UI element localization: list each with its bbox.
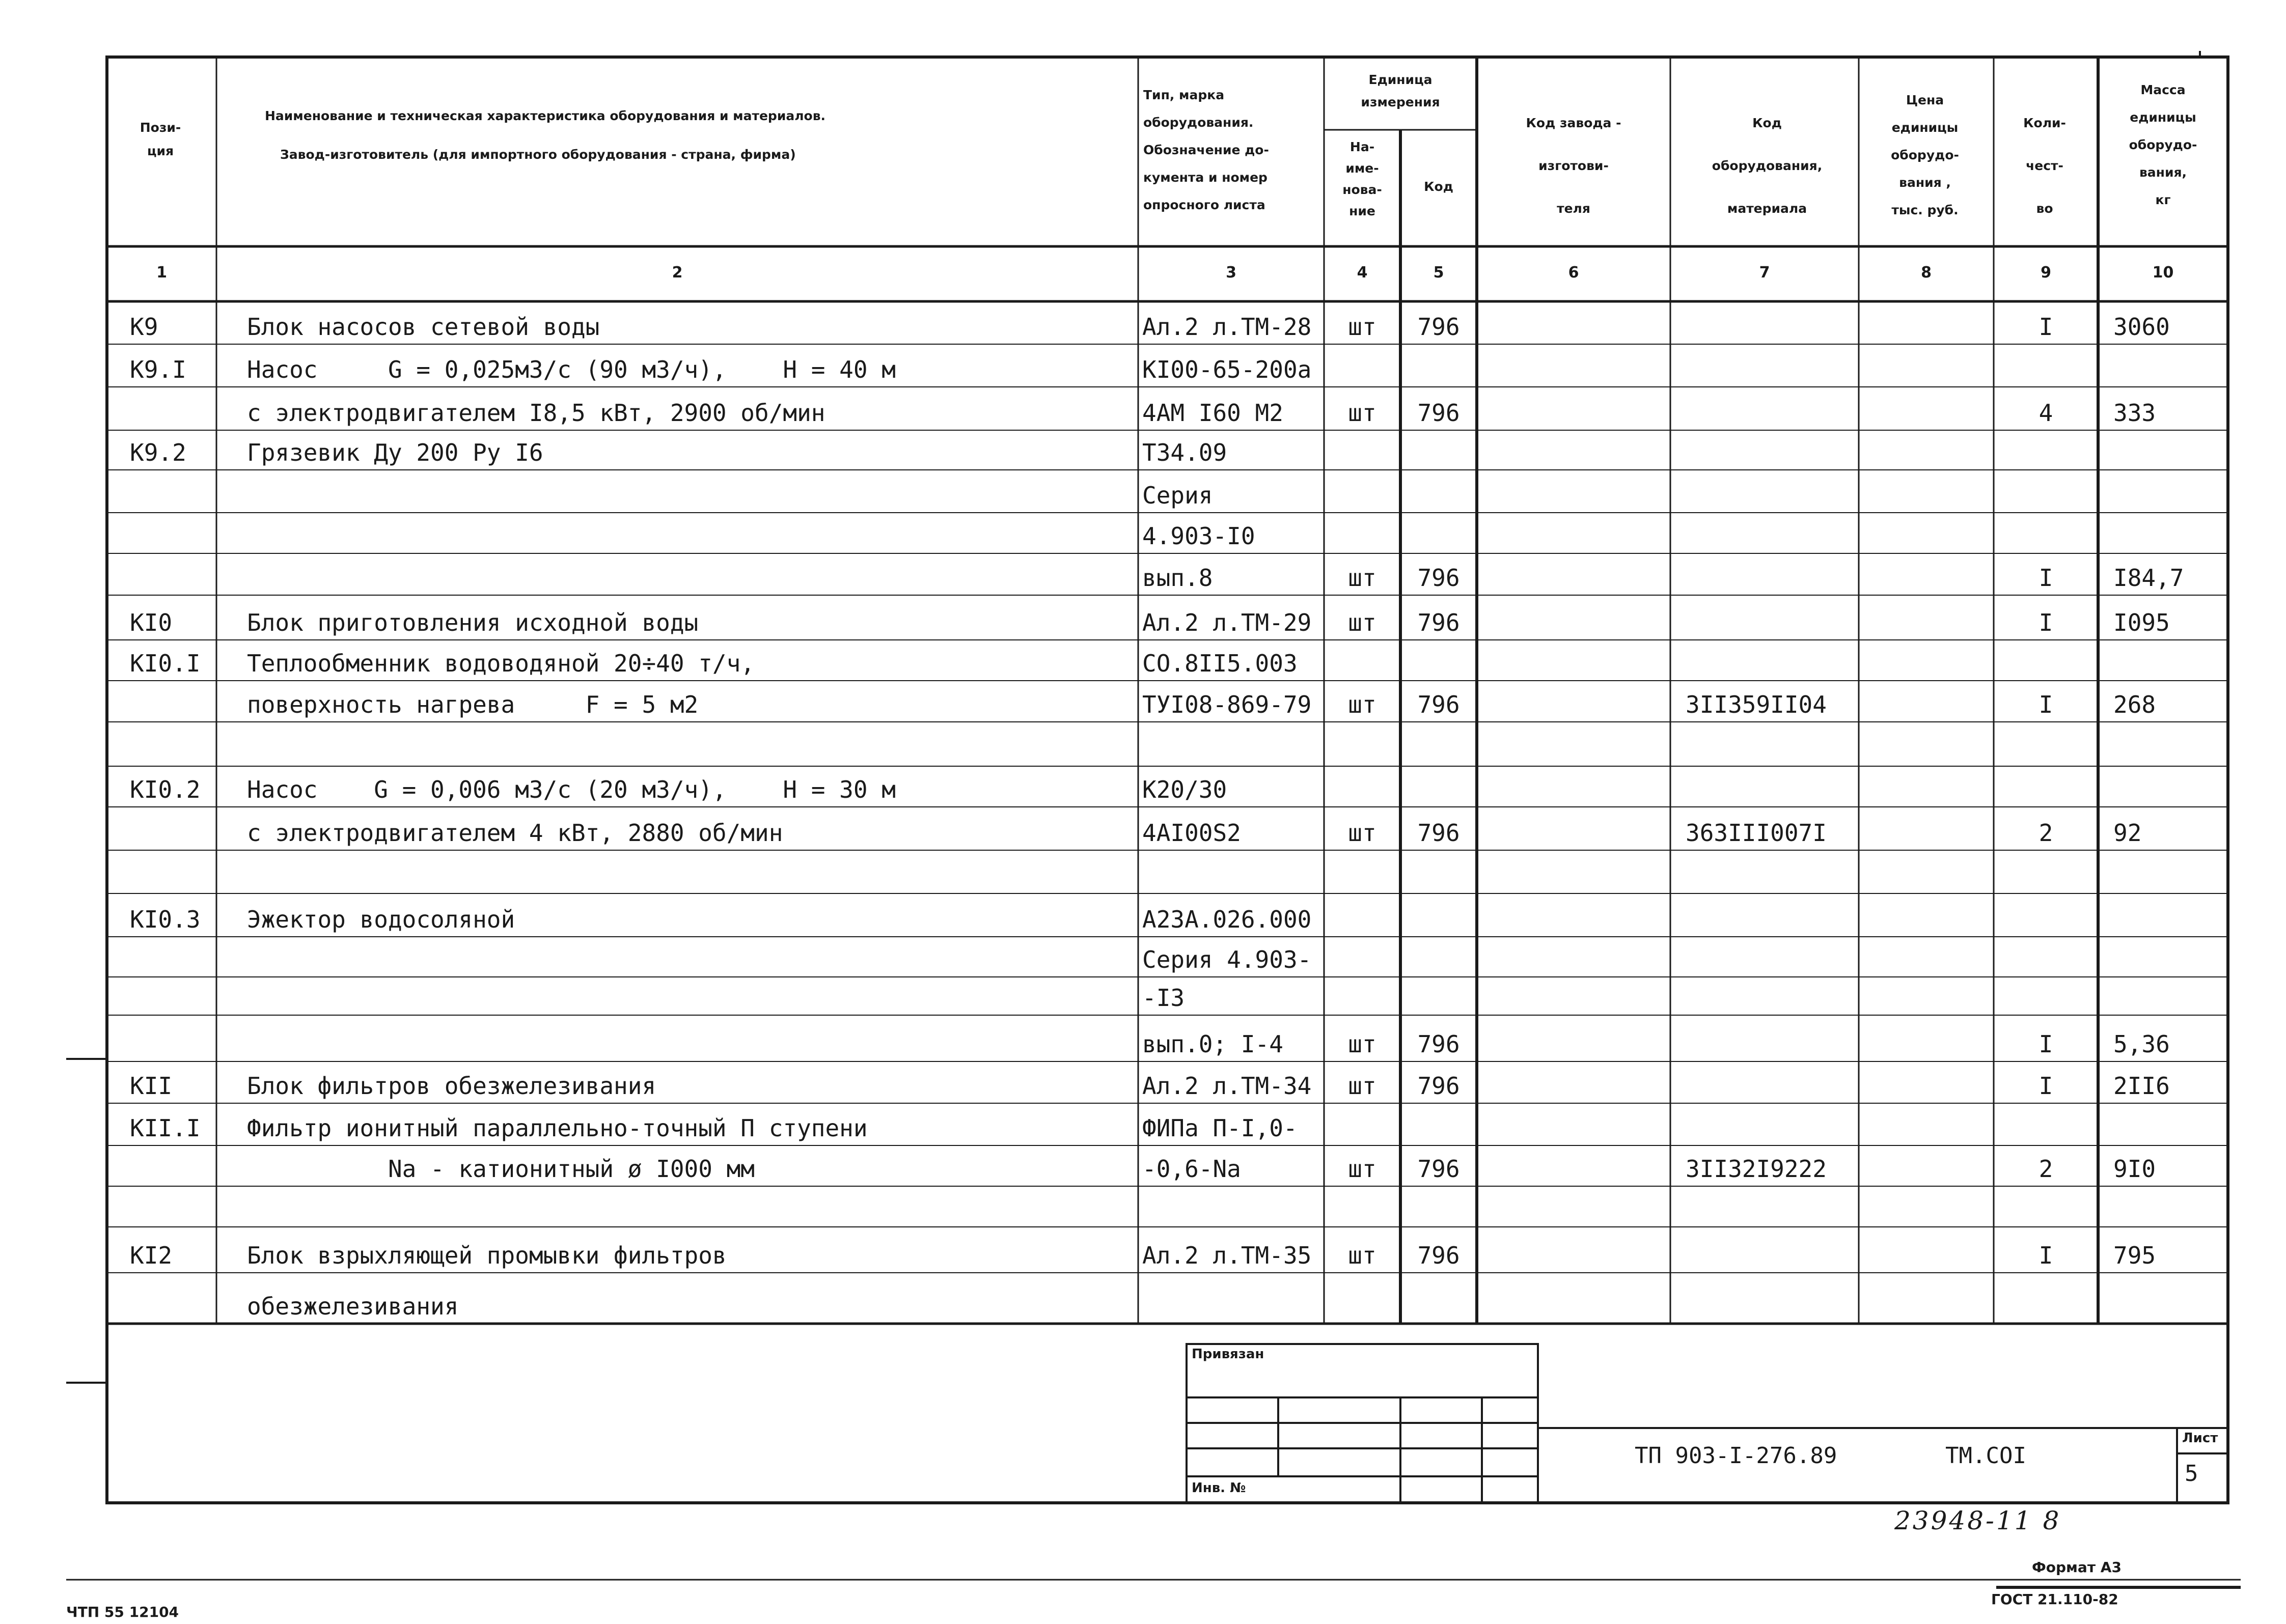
sheet-label: Лист	[2182, 1431, 2218, 1446]
gost-label: ГОСТ 21.110-82	[1991, 1591, 2118, 1608]
cell-type: Ал.2 л.ТМ-28	[1142, 313, 1312, 341]
cell-type: Т34.09	[1142, 439, 1227, 466]
cell-qty: I	[2039, 564, 2053, 592]
cell-type: ТУI08-869-79	[1142, 691, 1312, 718]
header-col8: Цена единицы оборудо- вания , тыс. руб.	[1891, 93, 1959, 217]
cell-mass: 3060	[2113, 313, 2170, 341]
cell-code: 796	[1417, 1072, 1460, 1100]
cell-type: 4.903-I0	[1142, 522, 1255, 550]
cell-name: Блок приготовления исходной воды	[247, 609, 699, 636]
cell-mass: 9I0	[2113, 1155, 2156, 1183]
cell-unit: шт	[1348, 399, 1376, 427]
cell-type: Ал.2 л.ТМ-34	[1142, 1072, 1312, 1100]
cell-code: 796	[1417, 691, 1460, 718]
header-col4: На- име- нова- ние	[1342, 139, 1382, 218]
col-number-2: 2	[672, 264, 683, 282]
sheet-number: 5	[2185, 1461, 2198, 1487]
cell-name: с электродвигателем I8,5 кВт, 2900 об/мин	[247, 399, 825, 427]
cell-type: 4АМ I60 М2	[1142, 399, 1283, 427]
cell-unit: шт	[1348, 1072, 1376, 1100]
cell-unit: шт	[1348, 609, 1376, 636]
cell-type: вып.0; I-4	[1142, 1030, 1283, 1058]
col-number-3: 3	[1226, 264, 1236, 282]
cell-name: Блок фильтров обезжелезивания	[247, 1072, 656, 1100]
cell-qty: 2	[2039, 1155, 2053, 1183]
cell-pos: КI0.I	[130, 650, 201, 677]
cell-code: 796	[1417, 1155, 1460, 1183]
cell-type: Серия 4.903-	[1142, 946, 1312, 973]
cell-type: ФИПа П-I,0-	[1142, 1114, 1298, 1142]
cell-type: Ал.2 л.ТМ-35	[1142, 1242, 1312, 1269]
header-col9: Коли- чест- во	[2023, 116, 2066, 216]
cell-unit: шт	[1348, 1155, 1376, 1183]
cell-type: -0,6-Na	[1142, 1155, 1241, 1183]
cell-name: поверхность нагрева F = 5 м2	[247, 691, 699, 718]
cell-unit: шт	[1348, 564, 1376, 592]
cell-code: 796	[1417, 564, 1460, 592]
header-unit-group: Единица измерения	[1361, 72, 1440, 109]
cell-qty: I	[2039, 1242, 2053, 1269]
cell-name: Na - катионитный ø I000 мм	[247, 1155, 755, 1183]
cell-name: обезжелезивания	[247, 1293, 459, 1320]
cell-equip-code: 3II359II04	[1686, 691, 1827, 718]
col-number-6: 6	[1568, 264, 1579, 282]
cell-pos: КI0.2	[130, 776, 201, 803]
cell-unit: шт	[1348, 1242, 1376, 1269]
footer-left-code: ЧТП 55 12104	[66, 1604, 179, 1620]
col-number-5: 5	[1433, 264, 1444, 282]
cell-qty: I	[2039, 1030, 2053, 1058]
cell-type: -I3	[1142, 984, 1185, 1012]
header-col10: Масса единицы оборудо- вания, кг	[2129, 82, 2197, 207]
header-col2: Наименование и техническая характеристика оборудования и материалов. Завод-изготовитель (для импортного оборудования - страна, фирма)	[265, 108, 826, 162]
cell-unit: шт	[1348, 1030, 1376, 1058]
handwritten-number: 23948-11 8	[1894, 1506, 2061, 1535]
sheet-code: ТМ.СОI	[1945, 1443, 2026, 1469]
cell-type: вып.8	[1142, 564, 1213, 592]
header-col5: Код	[1424, 179, 1453, 194]
header-col1: Пози- ция	[140, 120, 181, 158]
header-col6: Код завода - изготови- теля	[1526, 116, 1621, 216]
cell-pos: К9.2	[130, 439, 186, 466]
cell-code: 796	[1417, 819, 1460, 847]
doc-code: ТП 903-I-276.89	[1635, 1443, 1837, 1469]
format-label: Формат А3	[2032, 1559, 2122, 1576]
cell-mass: 5,36	[2113, 1030, 2170, 1058]
cell-qty: 2	[2039, 819, 2053, 847]
cell-name: с электродвигателем 4 кВт, 2880 об/мин	[247, 819, 783, 847]
cell-qty: I	[2039, 691, 2053, 718]
col-number-7: 7	[1759, 264, 1770, 282]
cell-type: Серия	[1142, 482, 1213, 509]
cell-name: Теплообменник водоводяной 20÷40 т/ч,	[247, 650, 755, 677]
cell-unit: шт	[1348, 819, 1376, 847]
cell-mass: 2II6	[2113, 1072, 2170, 1100]
cell-name: Грязевик Ду 200 Ру I6	[247, 439, 543, 466]
cell-mass: 333	[2113, 399, 2156, 427]
cell-qty: 4	[2039, 399, 2053, 427]
cell-code: 796	[1417, 609, 1460, 636]
cell-mass: 268	[2113, 691, 2156, 718]
cell-type: К20/30	[1142, 776, 1227, 803]
cell-type: 4АI00S2	[1142, 819, 1241, 847]
cell-unit: шт	[1348, 313, 1376, 341]
col-number-4: 4	[1357, 264, 1368, 282]
cell-type: Ал.2 л.ТМ-29	[1142, 609, 1312, 636]
cell-qty: I	[2039, 313, 2053, 341]
cell-name: Фильтр ионитный параллельно-точный П ступени	[247, 1114, 868, 1142]
cell-mass: I095	[2113, 609, 2170, 636]
cell-code: 796	[1417, 1242, 1460, 1269]
stamp-inv-label: Инв. №	[1192, 1480, 1246, 1496]
cell-unit: шт	[1348, 691, 1376, 718]
col-number-9: 9	[2041, 264, 2051, 282]
cell-mass: 795	[2113, 1242, 2156, 1269]
col-number-1: 1	[156, 264, 167, 282]
cell-code: 796	[1417, 1030, 1460, 1058]
header-col7: Код оборудования, материала	[1712, 116, 1823, 216]
cell-mass: I84,7	[2113, 564, 2184, 592]
cell-name: Эжектор водосоляной	[247, 906, 515, 933]
stamp-linked-label: Привязан	[1192, 1347, 1264, 1362]
cell-pos: КI2	[130, 1242, 173, 1269]
header-col3: Тип, марка оборудования. Обозначение до- кумента и номер опросного листа	[1143, 88, 1269, 212]
cell-name: Насос G = 0,006 м3/с (20 м3/ч), H = 30 м	[247, 776, 896, 803]
col-number-10: 10	[2152, 264, 2174, 282]
cell-mass: 92	[2113, 819, 2142, 847]
cell-type: А23А.026.000	[1142, 906, 1312, 933]
cell-qty: I	[2039, 1072, 2053, 1100]
cell-pos: КII	[130, 1072, 173, 1100]
cell-code: 796	[1417, 313, 1460, 341]
cell-equip-code: 363III007I	[1686, 819, 1827, 847]
cell-pos: КI0.3	[130, 906, 201, 933]
cell-equip-code: 3II32I9222	[1686, 1155, 1827, 1183]
cell-name: Насос G = 0,025м3/с (90 м3/ч), H = 40 м	[247, 356, 896, 383]
cell-name: Блок взрыхляющей промывки фильтров	[247, 1242, 727, 1269]
cell-pos: К9	[130, 313, 158, 341]
cell-code: 796	[1417, 399, 1460, 427]
cell-pos: К9.I	[130, 356, 186, 383]
cell-type: СО.8II5.003	[1142, 650, 1298, 677]
cell-name: Блок насосов сетевой воды	[247, 313, 600, 341]
cell-pos: КI0	[130, 609, 173, 636]
cell-type: КI00-65-200а	[1142, 356, 1312, 383]
cell-qty: I	[2039, 609, 2053, 636]
cell-pos: КII.I	[130, 1114, 201, 1142]
col-number-8: 8	[1921, 264, 1932, 282]
